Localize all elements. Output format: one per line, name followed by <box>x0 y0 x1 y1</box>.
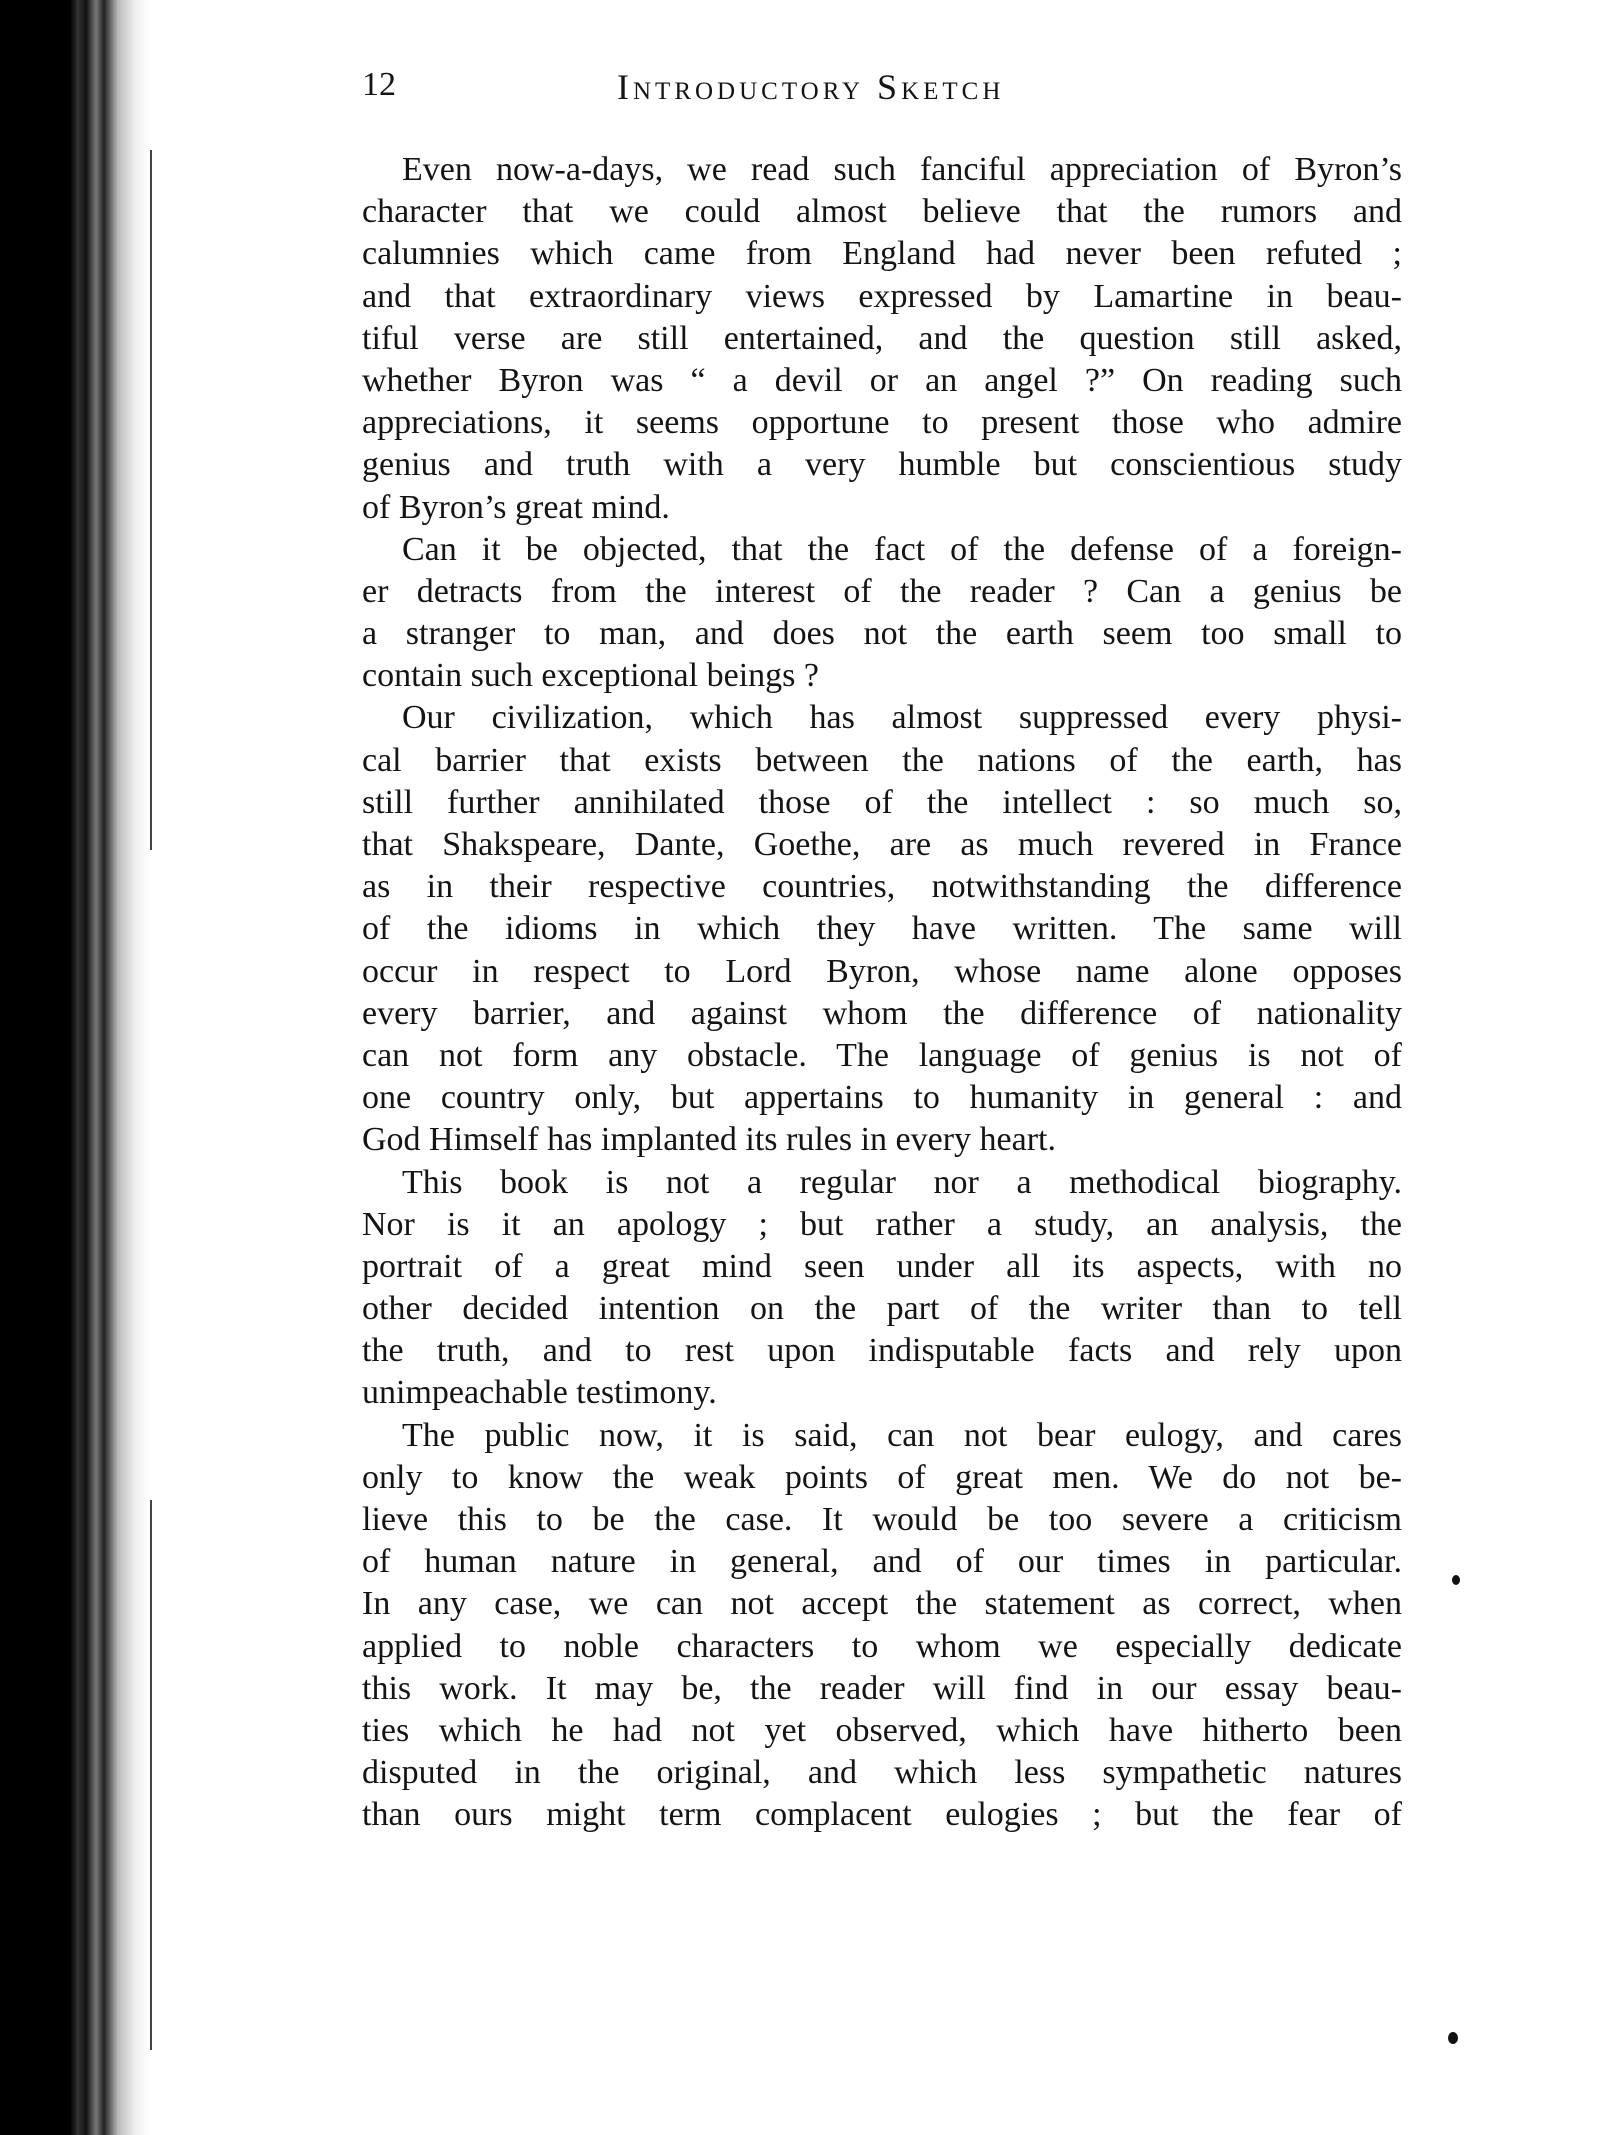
running-head <box>362 66 1402 110</box>
paragraph <box>362 1415 1402 1837</box>
text-line: of human nature in general, and of our times in particular. <box>362 1543 1402 1581</box>
text-line: tiful verse are still entertained, and the question still asked, <box>362 319 1402 357</box>
text-line: than ours might term complacent eulogies ; but the fear of <box>362 1796 1402 1834</box>
scan-speck <box>1448 2032 1458 2044</box>
text-line: of Byron’s great mind. <box>362 488 670 526</box>
text-line: contain such exceptional beings ? <box>362 657 819 695</box>
text-line: The public now, it is said, can not bear eulogy, and cares <box>402 1416 1402 1454</box>
text-line: cal barrier that exists between the nations of the earth, has <box>362 741 1402 779</box>
paragraph <box>362 529 1402 698</box>
text-line: disputed in the original, and which less sympathetic natures <box>362 1754 1402 1792</box>
scan-streak <box>150 1500 152 2050</box>
running-title: Introductory Sketch <box>617 67 1005 107</box>
text-line: whether Byron was “ a devil or an angel ?” On reading such <box>362 361 1402 399</box>
page-number: 12 <box>362 66 396 103</box>
text-line: only to know the weak points of great men. We do not be- <box>362 1458 1402 1496</box>
text-line: as in their respective countries, notwithstanding the difference <box>362 868 1402 906</box>
text-line: occur in respect to Lord Byron, whose name alone opposes <box>362 952 1402 990</box>
text-line: appreciations, it seems opportune to present those who admire <box>362 404 1402 442</box>
text-line: unimpeachable testimony. <box>362 1374 717 1412</box>
text-line: that Shakspeare, Dante, Goethe, are as much revered in France <box>362 826 1402 863</box>
text-line: other decided intention on the part of the writer than to tell <box>362 1290 1402 1328</box>
text-line: Nor is it an apology ; but rather a study, an analysis, the <box>362 1205 1402 1243</box>
text-line: and that extraordinary views expressed by Lamartine in beau- <box>362 277 1402 315</box>
text-line: This book is not a regular nor a methodical biography. <box>402 1163 1402 1201</box>
text-line: a stranger to man, and does not the earth seem too small to <box>362 615 1402 653</box>
text-line: calumnies which came from England had never been refuted ; <box>362 235 1402 273</box>
paragraph <box>362 149 1402 529</box>
scan-binding-edge <box>0 0 150 2135</box>
scan-speck <box>1452 1575 1460 1585</box>
text-line: ties which he had not yet observed, which have hitherto been <box>362 1711 1402 1749</box>
text-line: one country only, but appertains to humanity in general : and <box>362 1079 1402 1117</box>
text-line: character that we could almost believe that the rumors and <box>362 193 1402 231</box>
text-line: applied to noble characters to whom we especially dedicate <box>362 1627 1402 1665</box>
paragraph <box>362 697 1402 1161</box>
text-line: genius and truth with a very humble but conscientious study <box>362 446 1402 484</box>
text-line: Even now-a-days, we read such fanciful appreciation of Byron’s <box>402 151 1402 188</box>
text-line: still further annihilated those of the intellect : so much so, <box>362 783 1402 821</box>
text-line: every barrier, and against whom the difference of nationality <box>362 994 1402 1032</box>
text-line: can not form any obstacle. The language of genius is not of <box>362 1036 1402 1074</box>
text-line: of the idioms in which they have written. The same will <box>362 910 1402 948</box>
body-text <box>362 149 1402 1837</box>
text-line: the truth, and to rest upon indisputable facts and rely upon <box>362 1332 1402 1370</box>
scan-streak <box>150 150 152 850</box>
text-line: lieve this to be the case. It would be too severe a criticism <box>362 1501 1402 1538</box>
text-line: this work. It may be, the reader will find in our essay beau- <box>362 1669 1402 1707</box>
text-line: portrait of a great mind seen under all its aspects, with no <box>362 1247 1402 1285</box>
text-line: Can it be objected, that the fact of the defense of a foreign- <box>402 530 1402 568</box>
text-line: God Himself has implanted its rules in every heart. <box>362 1121 1056 1159</box>
text-line: Our civilization, which has almost suppressed every physi- <box>402 699 1402 737</box>
text-line: er detracts from the interest of the reader ? Can a genius be <box>362 572 1402 610</box>
paragraph <box>362 1162 1402 1415</box>
text-line: In any case, we can not accept the statement as correct, when <box>362 1585 1402 1623</box>
